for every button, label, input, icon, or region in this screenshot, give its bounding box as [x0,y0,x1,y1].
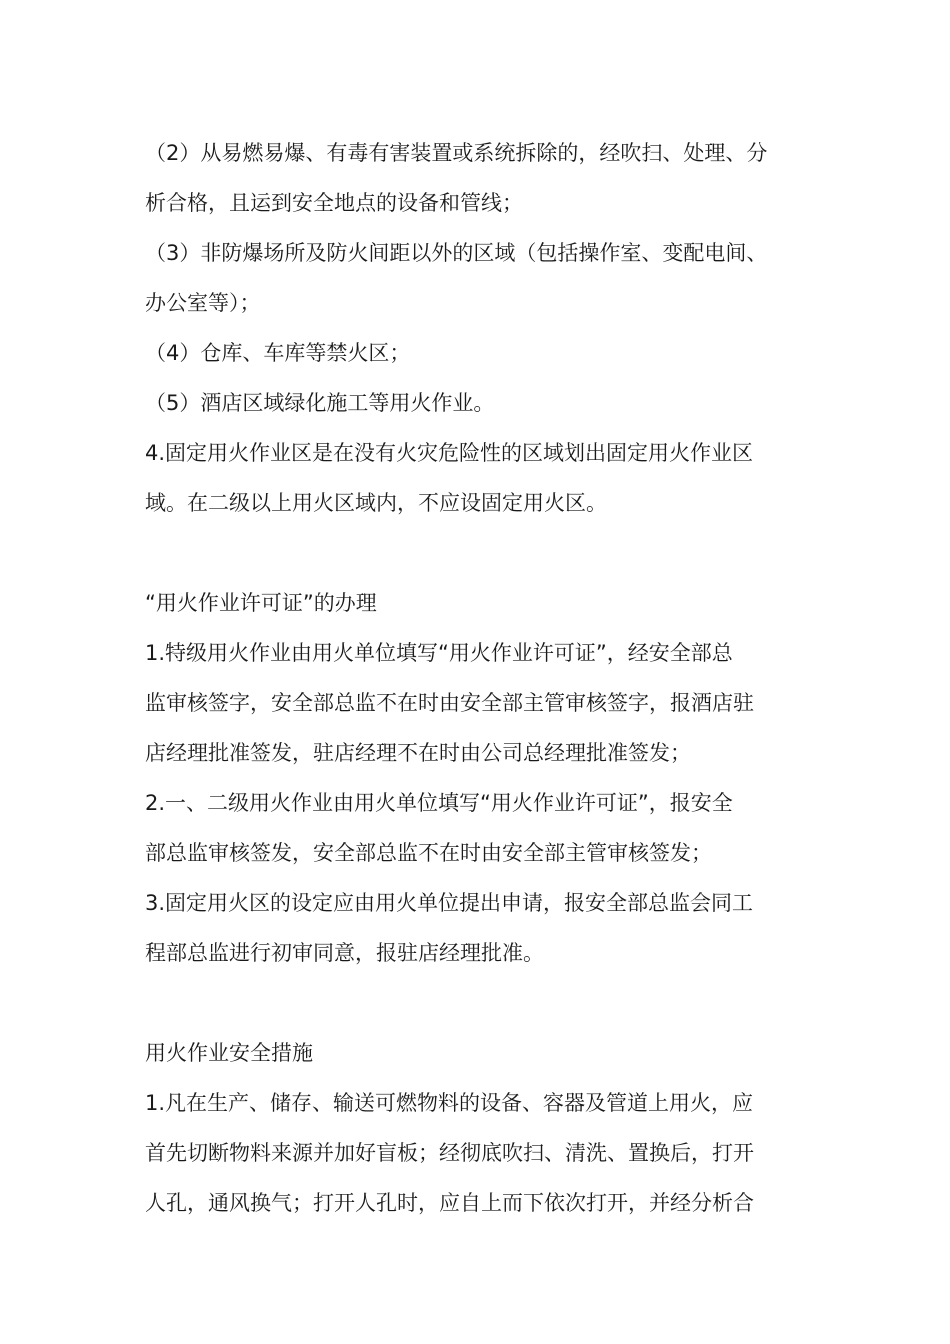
paragraph-4: 4.固定用火作业区是在没有火灾危险性的区域划出固定用火作业区 [145,441,754,465]
blank-line [145,528,810,578]
permit-item-1-cont2: 店经理批准签发，驻店经理不在时由公司总经理批准签发； [145,741,691,765]
list-item-3: （3）非防爆场所及防火间距以外的区域（包括操作室、变配电间、 [145,241,768,265]
safety-item-1-cont: 首先切断物料来源并加好盲板；经彻底吹扫、清洗、置换后，打开 [145,1141,754,1165]
permit-item-2: 2.一、二级用火作业由用火单位填写“用火作业许可证”，报安全 [145,791,733,815]
permit-item-1: 1.特级用火作业由用火单位填写“用火作业许可证”，经安全部总 [145,641,733,665]
list-item-5: （5）酒店区域绿化施工等用火作业。 [145,391,495,415]
permit-item-3-cont: 程部总监进行初审同意，报驻店经理批准。 [145,941,544,965]
list-item-2-cont: 析合格，且运到安全地点的设备和管线； [145,191,523,215]
safety-item-1-cont2: 人孔，通风换气；打开人孔时，应自上而下依次打开，并经分析合 [145,1191,754,1215]
permit-item-3: 3.固定用火区的设定应由用火单位提出申请，报安全部总监会同工 [145,891,754,915]
safety-item-1: 1.凡在生产、储存、输送可燃物料的设备、容器及管道上用火，应 [145,1091,754,1115]
permit-item-1-cont: 监审核签字，安全部总监不在时由安全部主管审核签字，报酒店驻 [145,691,754,715]
list-item-2: （2）从易燃易爆、有毒有害装置或系统拆除的，经吹扫、处理、分 [145,141,768,165]
list-item-3-cont: 办公室等）； [145,291,261,315]
list-item-4: （4）仓库、车库等禁火区； [145,341,411,365]
section-heading-permit: “用火作业许可证”的办理 [145,591,377,615]
blank-line [145,978,810,1028]
permit-item-2-cont: 部总监审核签发，安全部总监不在时由安全部主管审核签发； [145,841,712,865]
paragraph-4-cont: 域。在二级以上用火区域内，不应设固定用火区。 [145,491,607,515]
section-heading-safety: 用火作业安全措施 [145,1041,313,1065]
document-body [145,128,810,1228]
